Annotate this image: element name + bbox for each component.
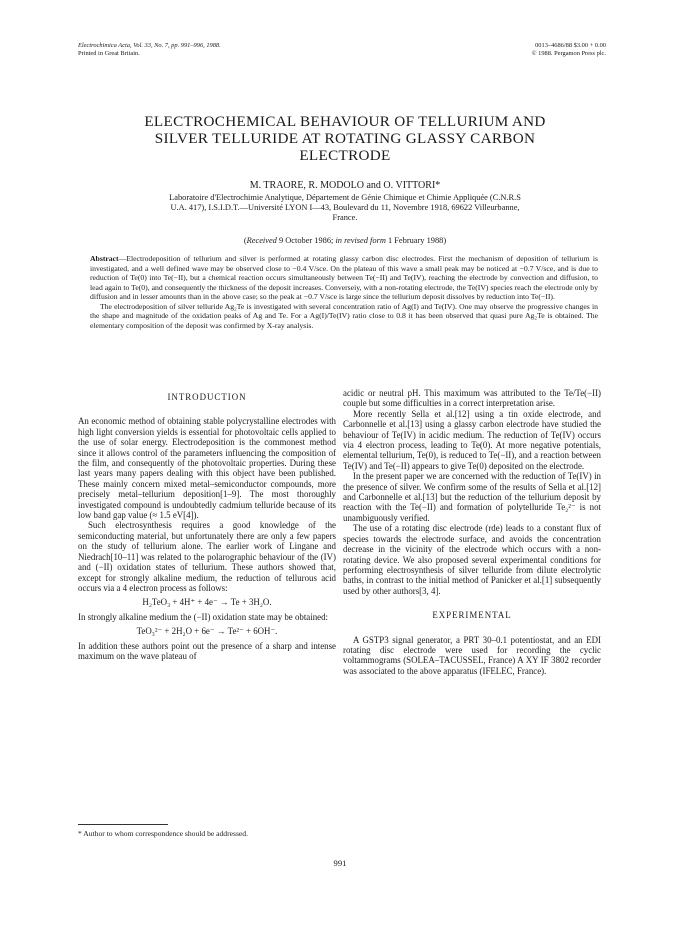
paper-title: [60, 113, 630, 164]
received-label: Received: [246, 236, 277, 245]
copyright-line: © 1988. Pergamon Press plc.: [531, 50, 606, 57]
received-open: (: [243, 236, 247, 245]
affiliation: [90, 193, 600, 224]
intro-paragraph-1: An economic method of obtaining stable polycrystalline electrodes with high light conversion yields is essential for photovoltaic cells applied to the use of solar energy. Electrodeposition is the commonest method since it allows control of the parameters influencing the composition of the film, and consequently of the photovoltaic properties. During these last years many papers dealing with this object have been published. These mainly concern mixed metal–semiconductor compounds, more precisely metal–tellurium deposition[1–9]. The most thoroughly investigated compound is undoubtedly cadmium telluride because of its low band gap value (≈ 1.5 eV[4]).: [78, 416, 336, 521]
footnote: * Author to whom correspondence should be addressed.: [78, 829, 248, 838]
equation-1: H₂TeO₃ + 4H⁺ + 4e⁻ → Te + 3H₂O.: [142, 597, 272, 608]
received-dates: [60, 236, 630, 246]
right-paragraph-2: More recently Sella et al.[12] using a tin oxide electrode, and Carbonnelle et al.[13] using a glassy carbon electrode have studied the behaviour of Te(IV) in acidic medium. The reduction of Te(IV) occurs via 4 electron process, leading to Te(0). At more negative potentials, elemental tellurium, Te(0), is reduced to Te(−II), and a reaction between Te(IV) and Te(−II) appears to give Te(0) deposited on the electrode.: [343, 408, 601, 471]
title-line-2: SILVER TELLURIDE AT ROTATING GLASSY CARBON: [154, 130, 536, 147]
intro-paragraph-4: In addition these authors point out the presence of a sharp and intense maximum on the wave plateau of: [78, 640, 336, 661]
intro-paragraph-2: Such electrosynthesis requires a good knowledge of the semiconducting material, but unfortunately there are only a few papers on the study of tellurium alone. The earlier work of Lingane and Niedrach[10–11] was related to the polarographic behaviour of the (IV) and (−II) oxidation states of tellurium. These authors showed that, except for strongly alkaline medium, the reduction of tellurous acid occurs via a 4 electron process as follows:: [78, 520, 336, 593]
revised-label: in revised form: [335, 236, 386, 245]
price-code: 0013–4686/88 $3.00 + 0.00: [535, 42, 606, 49]
affiliation-line-2: U.A. 417), I.S.I.D.T.—Université LYON I—43, Boulevard du 11, Novembre 1918, 69622 Villeurbanne,: [170, 203, 520, 213]
left-column: [78, 388, 336, 661]
journal-line-2: Printed in Great Britain.: [78, 50, 140, 57]
abstract-paragraph-2: The electrodeposition of silver telluride Ag₂Te is investigated with several concentration ratio of Ag(I) and Te(IV). One may observe the progressive changes in the shape and magnitude of the oxidation peaks of Ag and Te. For a Ag(I)/Te(IV) ratio close to 0.8 it has been observed that quasi pure Ag₂Te is obtained. The elementary composition of the deposit was confirmed by X-ray analysis.: [90, 301, 598, 330]
right-column: [343, 388, 601, 676]
abstract: [90, 254, 598, 330]
footnote-divider: [78, 824, 168, 825]
title-line-1: ELECTROCHEMICAL BEHAVIOUR OF TELLURIUM AND: [144, 113, 546, 130]
copyright-block: [532, 42, 606, 58]
title-line-3: ELECTRODE: [299, 147, 391, 164]
journal-line-1: Electrochimica Acta, Vol. 33, No. 7, pp. 991–996, 1988.: [78, 42, 221, 49]
abstract-label: Abstract: [90, 254, 119, 263]
right-paragraph-4: The use of a rotating disc electrode (rde) leads to a constant flux of species towards the electrode surface, and avoids the concentration decrease in the vicinity of the electrode which occurs with a non-rotating device. We also proposed several experimental conditions for performing electrosynthesis of silver telluride from dilute electrolytic baths, in contrast to the initial method of Panicker et al.[1] subsequently used by other authors[3, 4].: [343, 523, 601, 596]
right-paragraph-1: acidic or neutral pH. This maximum was attributed to the Te/Te(−II) couple but some difficulties in a correct interpretation arise.: [343, 388, 601, 409]
journal-citation: [78, 42, 221, 58]
experimental-heading: EXPERIMENTAL: [432, 610, 512, 621]
abstract-text-1: —Electrodeposition of tellurium and silver is performed at rotating glassy carbon disc electrodes. First the mechanism of deposition of tellurium is investigated, and a well defined wave may be observed close to −0.4 V/sce. On the plateau of this wave a small peak may be noticed at −0.7 V/sce, and is due to reduction of Te(0) into Te(−II), but a chemical reaction occurs simultaneously between Te(−II) and Te(IV), reaching the electrode by convection and diffusion, to lead again to Te(0), and consequently the thickness of the deposit increases. Converseiy, with a non-rotating electrode, the Te(IV) species reach the electrode only by diffusion and in lesser amounts than in the above case; so the peak at −0.7 V/sce is large since the tellurium deposit dissolves by reduction into Te(−II).: [90, 254, 598, 301]
introduction-heading: INTRODUCTION: [167, 392, 247, 402]
abstract-paragraph-1: [90, 254, 598, 302]
right-paragraph-3: In the present paper we are concerned with the reduction of Te(IV) in the presence of silver. We confirm some of the results of Sella et al.[12] and Carbonnelle et al.[13] but the reduction of the tellurium deposit by reaction with the Te(−II) and formation of polytelluride Te₂²⁻ is not unambiguously verified.: [343, 471, 601, 523]
intro-paragraph-3: In strongly alkaline medium the (−II) oxidation state may be obtained:: [78, 611, 328, 622]
affiliation-line-3: France.: [332, 213, 358, 223]
author-list: M. TRAORE, R. MODOLO and O. VITTORI*: [249, 180, 441, 191]
equation-2: TeO₃²⁻ + 2H₂O + 6e⁻ → Te²⁻ + 6OH⁻.: [136, 626, 278, 637]
received-date: 9 October 1986;: [276, 236, 336, 245]
revised-date: 1 February 1988): [385, 236, 447, 245]
experimental-paragraph-1: A GSTP3 signal generator, a PRT 30–0.1 potentiostat, and an EDI rotating disc electrode were used for recording the cyclic voltammograms (SOLEA–TACUSSEL, France) A XY IF 3802 recorder was associated to the above apparatus (IFELEC, France).: [343, 634, 601, 676]
page-number: 991: [333, 858, 347, 868]
affiliation-line-1: Laboratoire d'Electrochimie Analytique, Département de Génie Chimique et Chimie Appliquée (C.N.R.S: [169, 193, 521, 202]
